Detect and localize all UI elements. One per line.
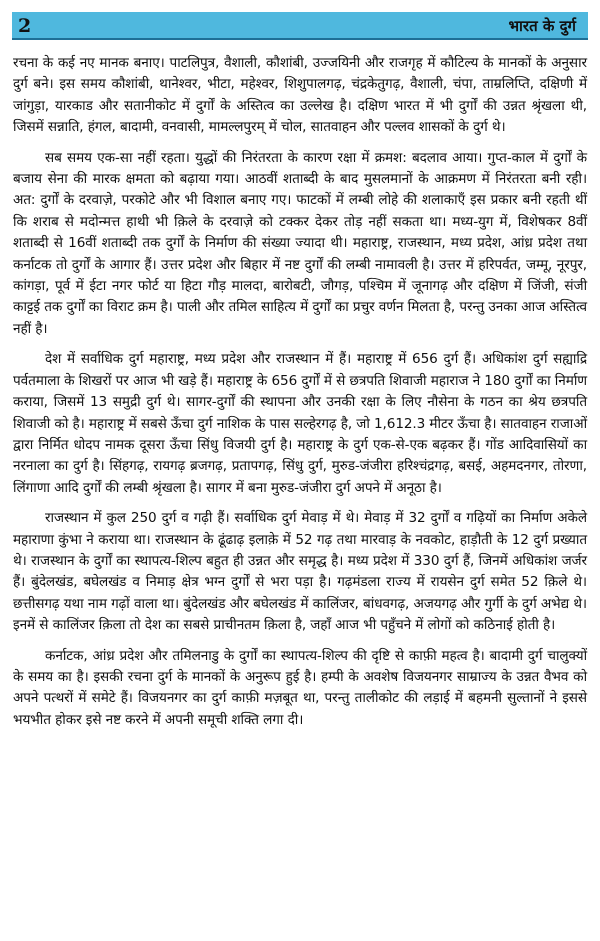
paragraph-3: देश में सर्वाधिक दुर्ग महाराष्ट्र, मध्य प्रदेश और राजस्थान में हैं। महाराष्ट्र में 656 दुर्ग हैं। अधिकांश दुर्ग सह्याद्रि पर्वतमाला के शिखरों पर आज भी खड़े हैं। महाराष्ट्र के 656 दुर्गों में से छत्रपति शिवाजी महाराज ने 180 दुर्गों का निर्माण कराया, जिसमें 13 समुद्री दुर्ग थे। सागर-दुर्गों की स्थापना और उनकी रक्षा के लिए नौसेना के गठन का श्रेय छत्रपति शिवाजी को है। महाराष्ट्र में सबसे ऊँचा दुर्ग नाशिक के पास सल्हेरगढ़ है, जो 1,612.3 मीटर ऊँचा है। सातवाहन राजाओं द्वारा निर्मित धोदप नामक दूसरा ऊँचा सिंधु विजयी दुर्ग है। महाराष्ट्र के दुर्ग एक-से-एक बढ़कर हैं। गोंड आदिवासियों का नरनाला का दुर्ग है। सिंहगढ़, रायगढ़ ब्रजगढ़, प्रतापगढ़, सिंधु दुर्ग, मुरुड-जंजीरा हरिश्चंद्रगढ़, बसई, अहमदनगर, तोरणा, लिंगाणा आदि दुर्गों की लम्बी श्रृंखला है। सागर में बना मुरुड-जंजीरा दुर्ग अपने में अनूठा है। <box>13 351 587 496</box>
page-body <box>13 53 587 740</box>
paragraph-2: सब समय एक-सा नहीं रहता। युद्धों की निरंतरता के कारण रक्षा में क्रमश: बदलाव आया। गुप्त-काल में दुर्गों के बजाय सेना की मारक क्षमता को बढ़ाया गया। आठवीं शताब्दी के बाद मुसलमानों के आक्रमण में निरंतरता बनी रही। अत: दुर्गों के दरवाज़े, परकोटे और भी विशाल बनाए गए। फाटकों में लम्बी लोहे की शलाकाएँ इस प्रकार बनी रहती थीं कि शराब से मदोन्मत्त हाथी भी क़िले के दरवाज़े को टक्कर देकर तोड़ नहीं सकता था। मध्य-युग में, विशेषकर 8वीं शताब्दी से 16वीं शताब्दी तक दुर्गों के निर्माण की संख्या ज्यादा थी। महाराष्ट्र, राजस्थान, मध्य प्रदेश, आंध्र प्रदेश तथा कर्नाटक तो दुर्गों के आगार हैं। उत्तर प्रदेश और बिहार में नष्ट दुर्गों की लम्बी नामावली है। उत्तर में हरिपर्वत, जम्मू, नूरपुर, कांगड़ा, पूर्व में ईटा नगर फोर्ट या हिटा गौड़ मालदा, बारोबटी, जौगड़, पश्चिम में जूनागढ़ और दक्षिण में जिंजी, संजी काट्टई तक दुर्गों का विराट क्रम है। पाली और तमिल साहित्य में दुर्गों का प्रचुर वर्णन मिलता है, परन्तु उनका आज अस्तित्व नहीं है। <box>13 149 587 337</box>
paragraph-4: राजस्थान में कुल 250 दुर्ग व गढ़ी हैं। सर्वाधिक दुर्ग मेवाड़ में थे। मेवाड़ में 32 दुर्गों व गढ़ियों का निर्माण अकेले महाराणा कुंभा ने कराया था। राजस्थान के ढूंढाढ़ इलाक़े में 52 गढ़ तथा मारवाड़ के नवकोट, हाड़ौती के 12 दुर्ग प्रख्यात थे। राजस्थान के दुर्गों का स्थापत्य-शिल्प बहुत ही उन्नत और समृद्ध है। मध्य प्रदेश में 330 दुर्ग हैं, जिनमें अधिकांश जर्जर हैं। बुंदेलखंड, बघेलखंड व निमाड़ क्षेत्र भग्न दुर्गों से भरा पड़ा है। गढ़मंडला राज्य में रायसेन दुर्ग समेत 52 क़िले थे। छत्तीसगढ़ यथा नाम गढ़ों वाला था। बुंदेलखंड और बघेलखंड में कालिंजर, बांधवगढ़, अजयगढ़ और गुर्गी के दुर्ग अभेद्य थे। इनमें से कालिंजर क़िला तो देश का सबसे प्राचीनतम क़िला है, जहाँ आज भी पहुँचने में लोगों को कठिनाई होती है। <box>13 510 587 634</box>
page-number: 2 <box>18 15 32 37</box>
running-title: भारत के दुर्ग <box>508 17 576 35</box>
page-header <box>12 12 588 40</box>
paragraph-5: कर्नाटक, आंध्र प्रदेश और तमिलनाडु के दुर्गों का स्थापत्य-शिल्प की दृष्टि से काफ़ी महत्व है। बादामी दुर्ग चालुक्यों के समय का है। इसकी रचना दुर्ग के मानकों के अनुरूप हुई है। हम्पी के अवशेष विजयनगर साम्राज्य के उन्नत वैभव को अपने पत्थरों में समेटे हैं। विजयनगर का दुर्ग काफ़ी मज़बूत था, परन्तु तालीकोट की लड़ाई में बहमनी सुल्तानों ने इससे भयभीत होकर इसे नष्ट करने में अपनी समूची शक्ति लगा दी। <box>13 647 587 728</box>
paragraph-1: रचना के कई नए मानक बनाए। पाटलिपुत्र, वैशाली, कौशांबी, उज्जयिनी और राजगृह में कौटिल्य के मानकों के अनुसार दुर्ग बने। इस समय कौशांबी, थानेश्वर, भीटा, महेश्वर, शिशुपालगढ़, चंद्रकेतुगढ़, वैशाली, चंपा, ताम्रलिप्ति, दक्षिणी में जांगुड़ा, यारकाड और सतानीकोट में दुर्गों के अस्तित्व का उल्लेख है। दक्षिण भारत में भी दुर्गों की उन्नत श्रृंखला थी, जिसमें सन्नाति, हंगल, बादामी, वनवासी, मामल्लपुरम् में चोल, सातवाहन और पल्लव शासकों के दुर्ग थे। <box>13 55 587 136</box>
